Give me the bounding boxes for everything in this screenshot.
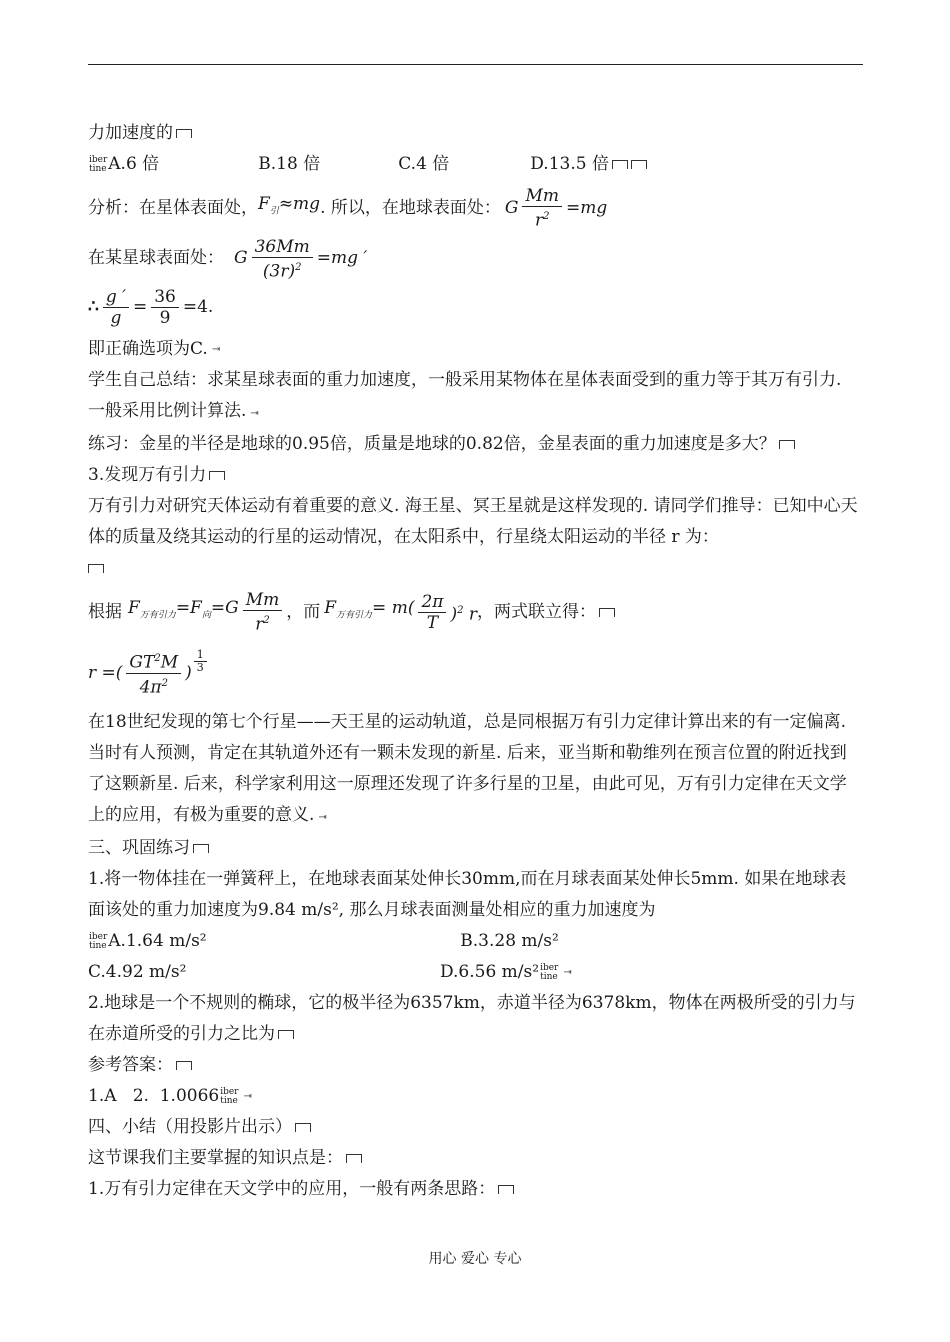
text: 根据 bbox=[88, 602, 122, 623]
text: 这节课我们主要掌握的知识点是： bbox=[88, 1148, 343, 1169]
text: . 所以，在地球表面处： bbox=[320, 197, 501, 218]
text: ，而 bbox=[286, 602, 321, 623]
derive-line: 根据 $F_{万有引力}=F_向=G$ $\frac{Mm}{r^2}$ ，而 $F_{万有引力}= m$( $\frac{2\pi}{T}$ )$^2$ r ，两式联立得： bbox=[88, 590, 863, 635]
text-line bbox=[88, 334, 863, 365]
option-c: C.4.92 m/s² bbox=[88, 962, 187, 983]
section-heading: 三、巩固练习 bbox=[88, 838, 190, 859]
return-mark-icon bbox=[612, 160, 628, 169]
header-rule bbox=[88, 64, 863, 65]
return-mark-icon bbox=[346, 1154, 362, 1163]
text-paragraph bbox=[88, 707, 863, 833]
text-line bbox=[88, 1143, 863, 1174]
text: 1.万有引力定律在天文学中的应用，一般有两条思路： bbox=[88, 1179, 496, 1200]
field-mark-icon: iber tine bbox=[220, 1086, 239, 1106]
fraction: $\frac{Mm}{r^2}$ bbox=[522, 186, 562, 231]
paragraph-mark-icon: ⇥ bbox=[563, 967, 571, 979]
page-footer: 用心 爱心 专心 bbox=[428, 1251, 522, 1267]
text-line bbox=[88, 118, 863, 149]
text: 2.地球是一个不规则的椭球，它的极半径为6357km，赤道半径为6378km，物体在两极所受的引力与在赤道所受的引力之比为 bbox=[88, 993, 856, 1045]
analysis-line: 分析：在星体表面处， $F_引\approx mg$ . 所以，在地球表面处： G $\frac{Mm}{r^2}$ =mg bbox=[88, 186, 608, 231]
return-mark-icon bbox=[176, 129, 192, 138]
text: ，两式联立得： bbox=[477, 602, 596, 623]
paragraph-mark-icon: ⇥ bbox=[250, 408, 258, 420]
text: 万有引力对研究天体运动有着重要的意义. 海王星、冥王星就是这样发现的. 请同学们推导：已知中心天体的质量及绕其运动的行星的运动情况，在太阳系中，行星绕太阳运动的半径 r 为： bbox=[88, 496, 858, 548]
question-2 bbox=[88, 988, 863, 1050]
exponent-fraction: $\frac{1}{3}$ bbox=[194, 649, 207, 674]
text-line bbox=[88, 1112, 863, 1143]
paragraph-mark-icon: ⇥ bbox=[243, 1091, 251, 1103]
paragraph-mark-icon: ⇥ bbox=[211, 344, 220, 356]
text: 参考答案： bbox=[88, 1055, 173, 1076]
fraction: $\frac{g '}{g}$ bbox=[103, 287, 129, 328]
return-mark-icon bbox=[278, 1030, 294, 1039]
fraction: $\frac{Mm}{r^2}$ bbox=[243, 590, 283, 635]
text-line bbox=[88, 1050, 863, 1081]
fraction: $\frac{2\pi}{T}$ bbox=[418, 592, 446, 633]
return-mark-icon bbox=[599, 608, 615, 617]
option-a: A.6 倍 bbox=[108, 154, 160, 174]
document-body bbox=[88, 118, 863, 1205]
return-mark-icon bbox=[176, 1061, 192, 1070]
fraction: $\frac{36Mm}{(3r)^2}$ bbox=[252, 237, 313, 282]
section-heading: 3.发现万有引力 bbox=[88, 465, 207, 486]
text-line bbox=[88, 1174, 863, 1205]
question-1 bbox=[88, 864, 863, 926]
answers: 1.A 2. 1.0066 bbox=[88, 1086, 220, 1107]
field-mark-icon: iber tine bbox=[89, 931, 108, 951]
fraction: $\frac{GT^2M}{4\pi^2}$ bbox=[126, 649, 181, 697]
therefore-icon: ∴ bbox=[88, 297, 99, 318]
text: 学生自己总结：求某星球表面的重力加速度，一般采用某物体在星体表面受到的重力等于其万有引力. 一般采用比例计算法. bbox=[88, 370, 842, 422]
return-mark-icon bbox=[88, 564, 104, 573]
text-line bbox=[88, 1081, 863, 1112]
ratio-line: ∴ $\frac{g '}{g}$ = $\frac{36}{9}$ =4. bbox=[88, 287, 214, 329]
return-mark-icon bbox=[209, 471, 225, 480]
text: 在某星球表面处： bbox=[88, 248, 224, 269]
text: 力加速度的 bbox=[88, 123, 173, 143]
option-d: D.13.5 倍 bbox=[530, 154, 609, 174]
text: 练习：金星的半径是地球的0.95倍，质量是地球的0.82倍，金星表面的重力加速度是多大？ bbox=[88, 434, 776, 455]
return-mark-icon bbox=[498, 1185, 514, 1194]
option-b: B.3.28 m/s² bbox=[460, 931, 559, 952]
text-line bbox=[88, 460, 863, 491]
text: 在18世纪发现的第七个行星——天王星的运动轨道，总是同根据万有引力定律计算出来的有一定偏离. 当时有人预测，肯定在其轨道外还有一颗未发现的新星. 后来，亚当斯和勒维列在预言位置的附近找到了这颗新星. 后来，科学家利用这一原理还发现了许多行星的卫星，由此可见，万有引力定律在天文学上的应用，有极为重要的意义. bbox=[88, 712, 847, 826]
fraction: $\frac{36}{9}$ bbox=[151, 287, 179, 328]
options-line bbox=[88, 926, 863, 957]
return-mark-icon bbox=[295, 1123, 311, 1132]
text-line bbox=[88, 429, 863, 460]
return-mark-icon bbox=[779, 440, 795, 449]
text: 分析：在星体表面处， bbox=[88, 197, 258, 218]
section-heading: 四、小结（用投影片出示） bbox=[88, 1117, 292, 1138]
options-line bbox=[88, 149, 863, 180]
field-mark-icon: iber tine bbox=[89, 154, 108, 174]
return-mark-icon bbox=[631, 160, 647, 169]
option-c: C.4 倍 bbox=[398, 154, 450, 174]
text: 1.将一物体挂在一弹簧秤上，在地球表面某处伸长30mm,而在月球表面某处伸长5mm. 如果在地球表面该处的重力加速度为9.84 m/s², 那么月球表面测量处相应的重力加速度为 bbox=[88, 869, 847, 921]
options-line bbox=[88, 957, 863, 988]
surface-line: 在某星球表面处： G $\frac{36Mm}{(3r)^2}$ =mg ′ bbox=[88, 236, 368, 282]
text: 即正确选项为C. bbox=[88, 339, 208, 360]
text-paragraph bbox=[88, 365, 863, 429]
return-mark-icon bbox=[193, 844, 209, 853]
result-formula: r =( $\frac{GT^2M}{4\pi^2}$ ) $\frac{1}{3}$ bbox=[88, 649, 863, 697]
field-mark-icon: iber tine bbox=[540, 962, 559, 982]
text-paragraph bbox=[88, 491, 863, 584]
option-b: B.18 倍 bbox=[258, 154, 321, 174]
option-a: A.1.64 m/s² bbox=[108, 931, 207, 952]
formula-f: $F_引\approx mg$ bbox=[258, 194, 321, 217]
paragraph-mark-icon: ⇥ bbox=[318, 812, 326, 824]
option-d: D.6.56 m/s² bbox=[440, 962, 540, 983]
text-line bbox=[88, 833, 863, 864]
